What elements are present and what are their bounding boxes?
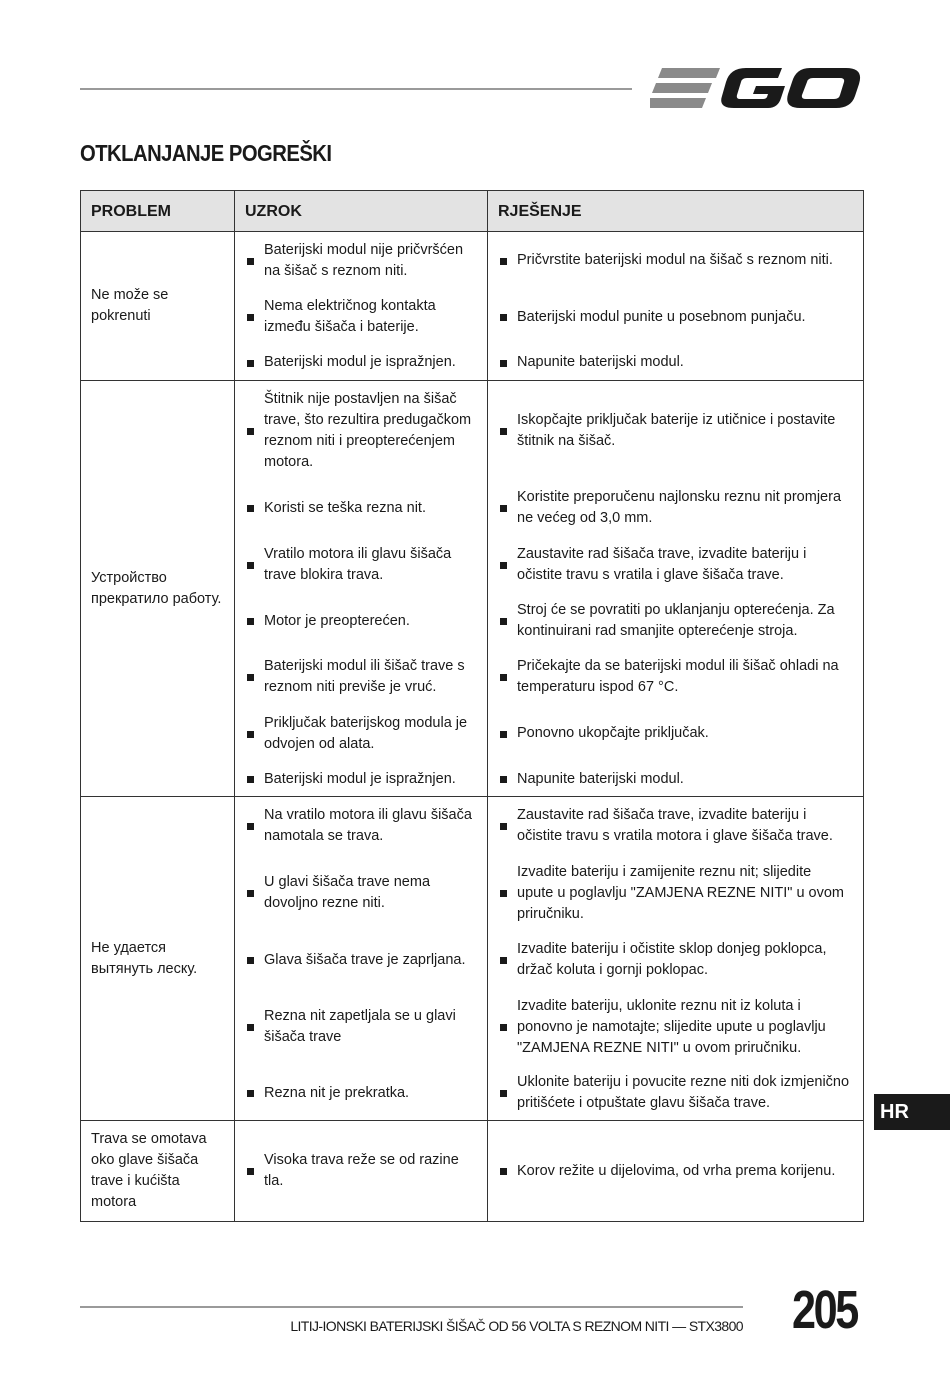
- square-bullet-icon: [247, 731, 254, 738]
- square-bullet-icon: [500, 428, 507, 435]
- solution-text: Pričvrstite baterijski modul na šišač s reznom niti.: [517, 252, 833, 268]
- square-bullet-icon: [247, 258, 254, 265]
- cause-text: Baterijski modul je ispražnjen.: [264, 770, 456, 787]
- square-bullet-icon: [500, 1168, 507, 1175]
- solution-item: [488, 232, 863, 289]
- square-bullet-icon: [247, 428, 254, 435]
- cause-text: Glava šišača trave je zaprljana.: [264, 951, 466, 968]
- cause-text: Baterijski modul ili šišač trave s reznom niti previše je vruć.: [264, 658, 465, 695]
- solution-item: [488, 762, 863, 796]
- cause-text: Baterijski modul nije pričvršćen na šišač s reznom niti.: [264, 241, 464, 279]
- solution-item: [488, 1066, 863, 1120]
- square-bullet-icon: [500, 314, 507, 321]
- problem-cell: Не удается вытянуть леску.: [81, 797, 235, 1121]
- solution-item: [488, 988, 863, 1066]
- square-bullet-icon: [500, 957, 507, 964]
- cause-text: Priključak baterijskog modula je odvojen od alata.: [264, 714, 468, 752]
- solution-text: Pričekajte da se baterijski modul ili šišač ohladi na temperaturu ispod 67 °C.: [517, 658, 839, 695]
- cause-item: [235, 705, 487, 762]
- solution-text: Korov režite u dijelovima, od vrha prema korijenu.: [517, 1162, 836, 1179]
- cause-item: [235, 1066, 487, 1120]
- solution-item: [488, 289, 863, 345]
- header-cause: UZROK: [235, 191, 488, 232]
- cause-item: [235, 762, 487, 796]
- cause-text: Vratilo motora ili glavu šišača trave blokira trava.: [264, 545, 452, 583]
- square-bullet-icon: [247, 890, 254, 897]
- cause-cell: [235, 232, 488, 381]
- square-bullet-icon: [500, 562, 507, 569]
- solution-text: Stroj će se povratiti po uklanjanju opterećenja. Za kontinuirani rad smanjite opterećenje stroja.: [517, 602, 835, 639]
- square-bullet-icon: [247, 674, 254, 681]
- table-header-row: [81, 191, 864, 232]
- square-bullet-icon: [500, 505, 507, 512]
- table-row: [81, 381, 864, 797]
- square-bullet-icon: [500, 1024, 507, 1031]
- cause-text: Baterijski modul je ispražnjen.: [264, 354, 456, 370]
- square-bullet-icon: [247, 314, 254, 321]
- solution-item: [488, 593, 863, 649]
- page-number: 205: [792, 1280, 857, 1340]
- square-bullet-icon: [247, 776, 254, 783]
- header-solution: RJEŠENJE: [488, 191, 864, 232]
- cause-item: [235, 854, 487, 932]
- square-bullet-icon: [500, 618, 507, 625]
- square-bullet-icon: [500, 674, 507, 681]
- solution-cell: [488, 1121, 864, 1222]
- solution-text: Iskopčajte priključak baterije iz utičnice i postavite štitnik na šišač.: [517, 411, 836, 449]
- solution-text: Napunite baterijski modul.: [517, 354, 684, 370]
- page-title: OTKLANJANJE POGREŠKI: [80, 140, 332, 166]
- top-rule: [80, 88, 632, 90]
- cause-text: Rezna nit je prekratka.: [264, 1084, 410, 1101]
- cause-text: Motor je preopterećen.: [264, 612, 410, 629]
- solution-text: Ponovno ukopčajte priključak.: [517, 725, 709, 741]
- solution-item: [488, 536, 863, 593]
- solution-item: [488, 797, 863, 854]
- table-row: [81, 1121, 864, 1222]
- solution-item: [488, 854, 863, 932]
- solution-text: Izvadite bateriju i očistite sklop donjeg poklopca, držač koluta i gornji poklopac.: [517, 941, 827, 978]
- solution-cell: [488, 381, 864, 797]
- solution-cell: [488, 797, 864, 1121]
- square-bullet-icon: [247, 505, 254, 512]
- cause-text: Nema električnog kontakta između šišača i baterije.: [264, 298, 436, 335]
- square-bullet-icon: [247, 562, 254, 569]
- bottom-rule: [80, 1306, 743, 1308]
- square-bullet-icon: [247, 823, 254, 830]
- cause-text: Na vratilo motora ili glavu šišača namotala se trava.: [264, 806, 472, 844]
- solution-item: [488, 932, 863, 988]
- solution-item: [488, 480, 863, 536]
- square-bullet-icon: [247, 957, 254, 964]
- solution-text: Uklonite bateriju i povucite rezne niti dok izmjenično pritišćete i otpuštate glavu šišača trave.: [517, 1074, 850, 1111]
- square-bullet-icon: [247, 1168, 254, 1175]
- cause-text: Koristi se teška rezna nit.: [264, 499, 426, 516]
- cause-item: [235, 988, 487, 1066]
- cause-item: [235, 593, 487, 649]
- ego-logo: [650, 64, 862, 112]
- cause-text: Štitnik nije postavljen na šišač trave, što rezultira predugačkom reznom niti i preopterećenjem motora.: [264, 390, 472, 470]
- table-body: [81, 232, 864, 1222]
- square-bullet-icon: [247, 618, 254, 625]
- solution-text: Izvadite bateriju, uklonite reznu nit iz koluta i ponovno je namotajte; slijedite upute u poglavlju "ZAMJENA REZNE NITI" u ovom priručniku.: [517, 997, 826, 1056]
- square-bullet-icon: [500, 823, 507, 830]
- header-problem: PROBLEM: [81, 191, 235, 232]
- table-row: [81, 797, 864, 1121]
- solution-item: [488, 381, 863, 480]
- cause-item: [235, 232, 487, 289]
- problem-cell: Trava se omotava oko glave šišača trave i kućišta motora: [81, 1121, 235, 1222]
- square-bullet-icon: [500, 890, 507, 897]
- square-bullet-icon: [247, 1024, 254, 1031]
- cause-item: [235, 480, 487, 536]
- solution-item: [488, 649, 863, 705]
- cause-cell: [235, 1121, 488, 1222]
- cause-item: [235, 932, 487, 988]
- solution-text: Izvadite bateriju i zamijenite reznu nit; slijedite upute u poglavlju "ZAMJENA REZNE NITI" u ovom priručniku.: [517, 863, 845, 922]
- solution-text: Napunite baterijski modul.: [517, 770, 684, 787]
- cause-text: Rezna nit zapetljala se u glavi šišača trave: [264, 1008, 456, 1045]
- solution-item: [488, 345, 863, 380]
- square-bullet-icon: [247, 360, 254, 367]
- solution-text: Koristite preporučenu najlonsku reznu nit promjera ne većeg od 3,0 mm.: [517, 489, 842, 526]
- square-bullet-icon: [500, 360, 507, 367]
- cause-item: [235, 289, 487, 345]
- problem-cell: Устройство прекратило работу.: [81, 381, 235, 797]
- solution-item: [488, 1122, 863, 1220]
- footer-text: LITIJ-IONSKI BATERIJSKI ŠIŠAČ OD 56 VOLTA S REZNOM NITI — STX3800: [290, 1318, 743, 1334]
- troubleshooting-table-wrap: [80, 190, 863, 1222]
- solution-text: Zaustavite rad šišača trave, izvadite bateriju i očistite travu s vratila motora i glave šišača trave.: [517, 806, 833, 844]
- cause-text: Visoka trava reže se od razine tla.: [264, 1152, 459, 1189]
- problem-cell: Ne može se pokrenuti: [81, 232, 235, 381]
- square-bullet-icon: [500, 258, 507, 265]
- cause-cell: [235, 381, 488, 797]
- square-bullet-icon: [247, 1090, 254, 1097]
- troubleshooting-table: [80, 190, 864, 1222]
- solution-text: Zaustavite rad šišača trave, izvadite bateriju i očistite travu s vratila i glave šišača trave.: [517, 545, 807, 583]
- solution-text: Baterijski modul punite u posebnom punjaču.: [517, 308, 806, 325]
- cause-item: [235, 536, 487, 593]
- cause-text: U glavi šišača trave nema dovoljno rezne niti.: [264, 874, 431, 911]
- solution-item: [488, 705, 863, 762]
- square-bullet-icon: [500, 1090, 507, 1097]
- cause-item: [235, 381, 487, 480]
- cause-cell: [235, 797, 488, 1121]
- solution-cell: [488, 232, 864, 381]
- cause-item: [235, 345, 487, 380]
- square-bullet-icon: [500, 776, 507, 783]
- cause-item: [235, 797, 487, 854]
- cause-item: [235, 649, 487, 705]
- table-row: [81, 232, 864, 381]
- language-tab: HR: [874, 1094, 950, 1130]
- cause-item: [235, 1122, 487, 1220]
- square-bullet-icon: [500, 731, 507, 738]
